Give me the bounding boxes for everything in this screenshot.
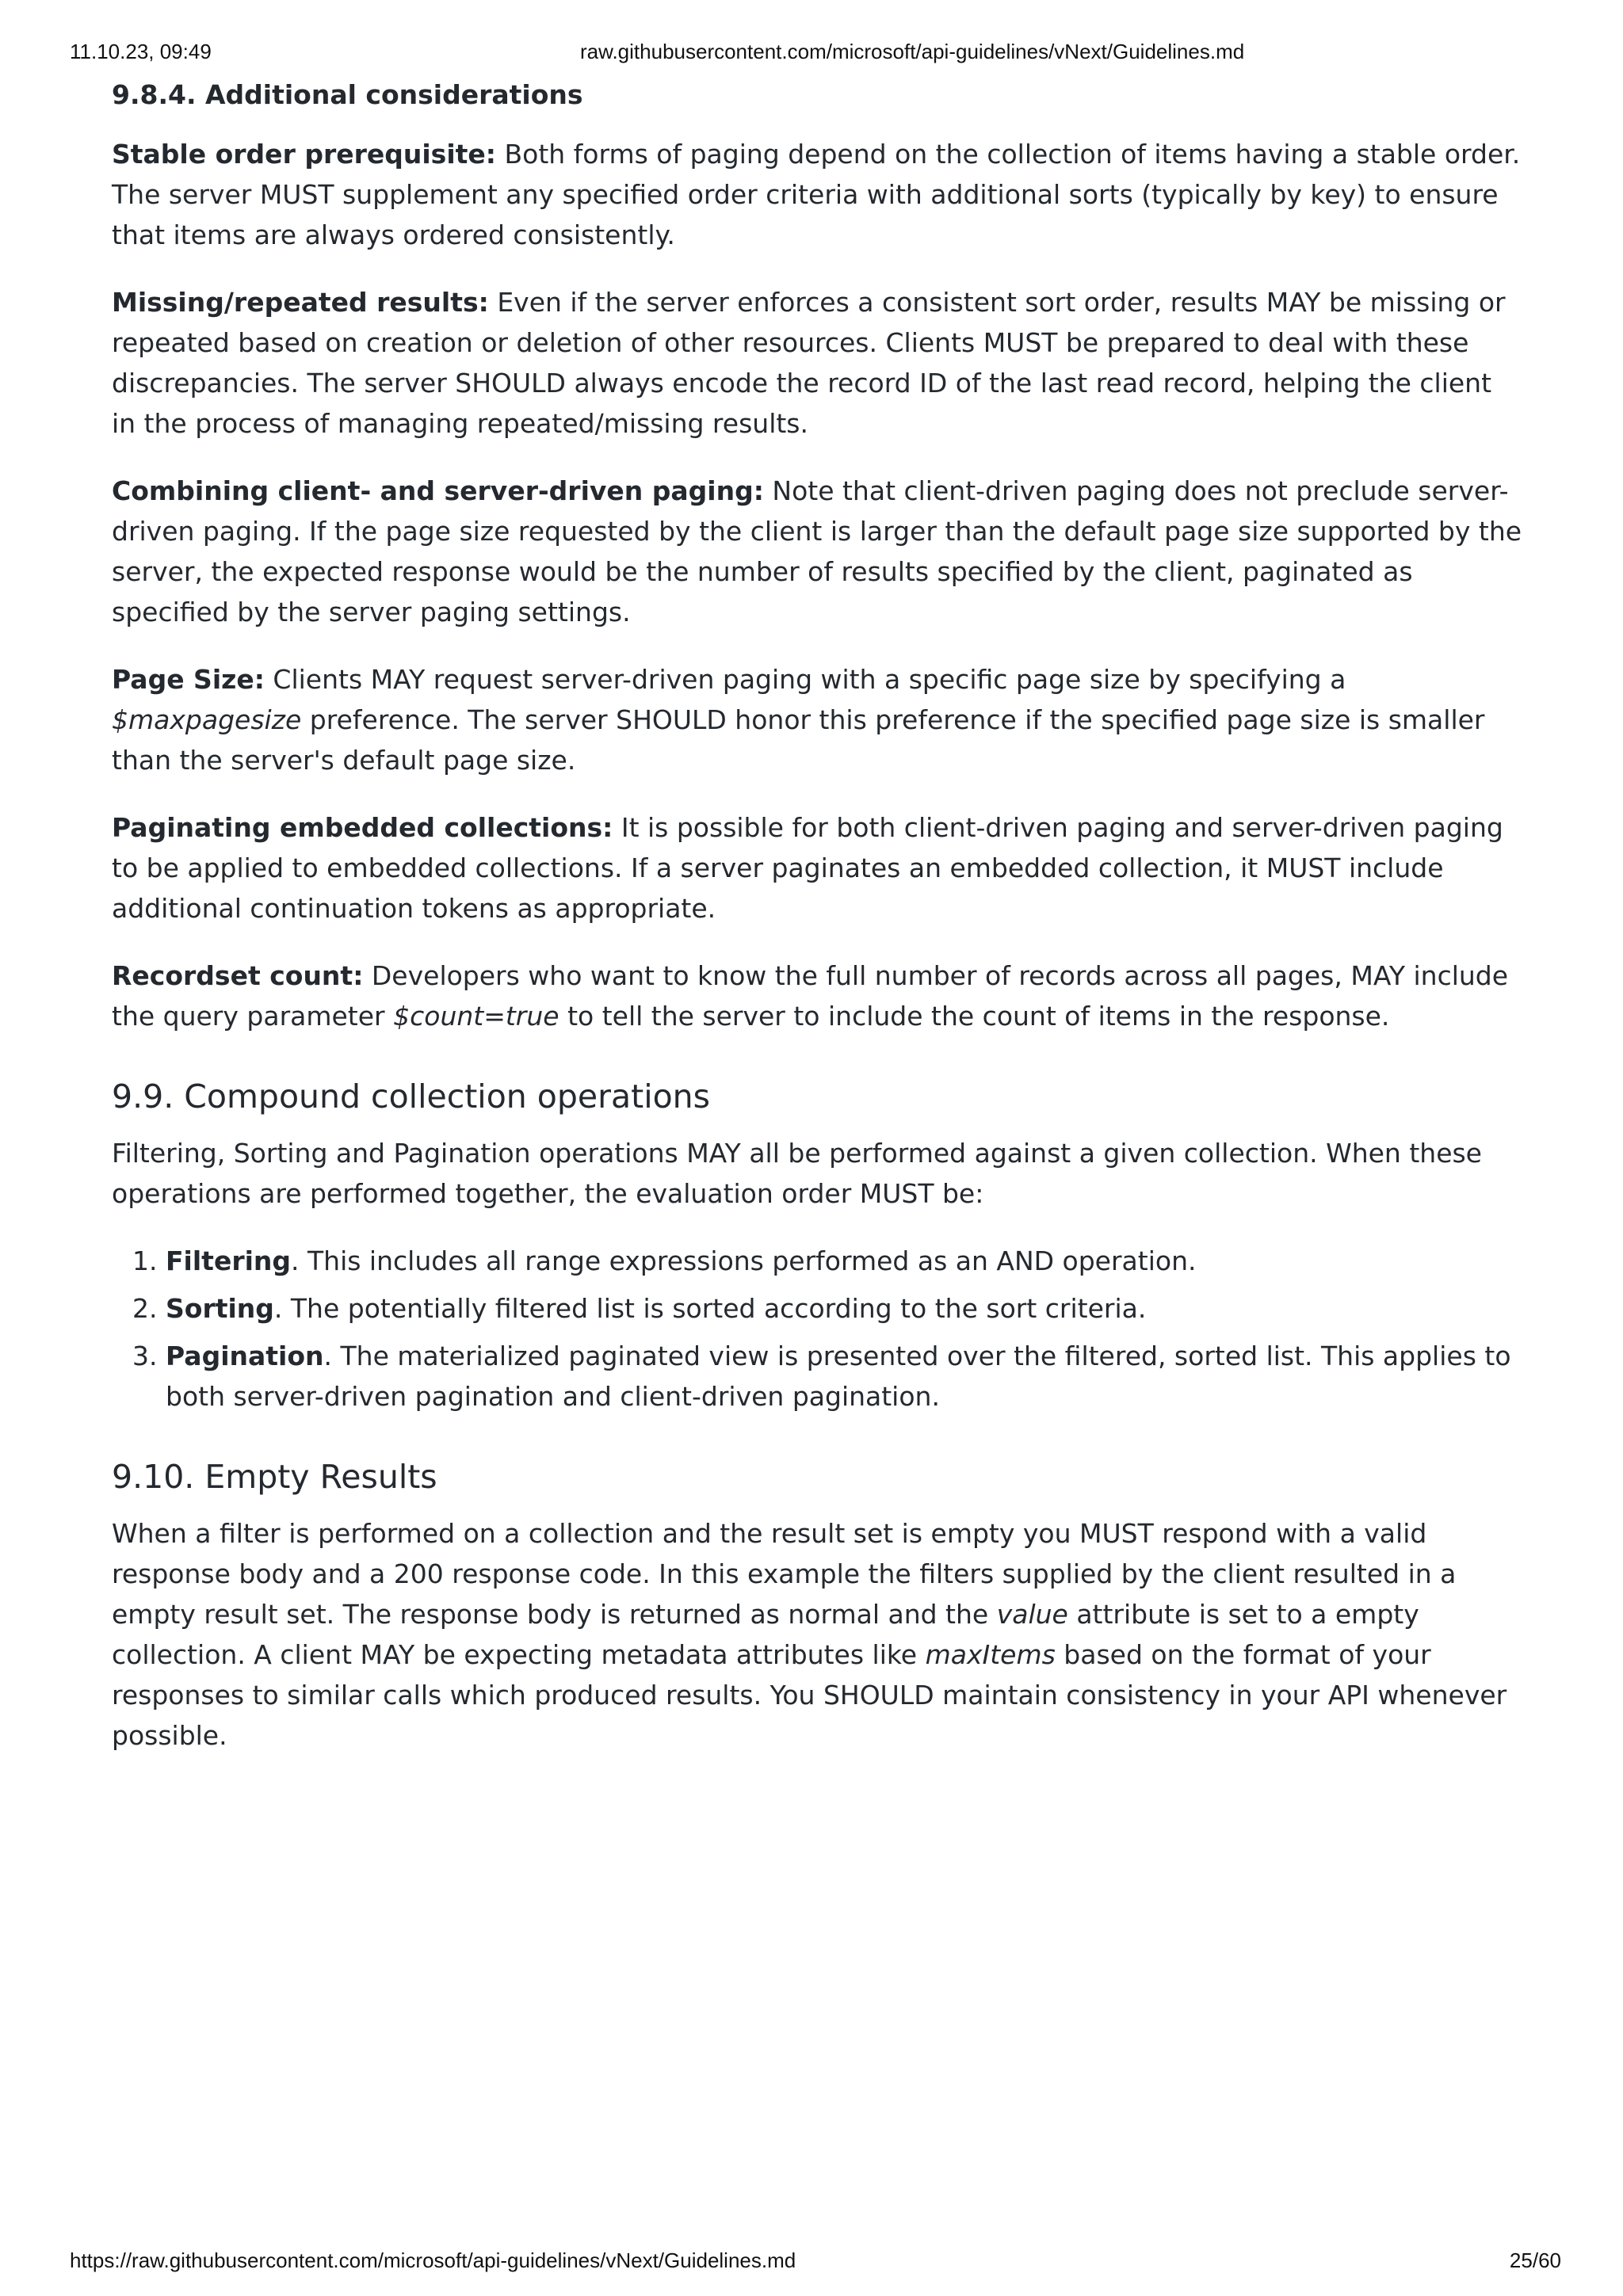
document-body [112,74,1522,1783]
list-item [166,1336,1522,1417]
term-label: Recordset count: [112,960,364,991]
evaluation-order-list [112,1241,1522,1417]
maxitems-term: maxItems [925,1639,1056,1670]
paragraph-combining-paging [112,471,1522,632]
term-label: Missing/repeated results: [112,287,489,318]
paragraph-stable-order [112,134,1522,255]
section-heading-9-8-4: 9.8.4. Additional considerations [112,79,583,110]
paragraph-empty-results [112,1513,1522,1756]
paragraph-text: preference. The server SHOULD honor this preference if the specified page size is smaller than the server's default page size. [112,704,1485,776]
paragraph-text: based on the format of your responses to similar calls which produced results. You SHOULD maintain consistency in your API whenever possible. [112,1639,1507,1751]
paragraph-text: Note that client-driven paging does not preclude server-driven paging. If the page size requested by the client is larger than the default page size supported by the server, the expected response would be the number of results specified by the client, paginated as specified by the server paging settings. [112,475,1522,627]
paragraph-missing-results [112,282,1522,444]
list-item [166,1241,1522,1281]
count-true-term: $count=true [393,1001,559,1032]
paragraph-compound-intro: Filtering, Sorting and Pagination operations MAY all be performed against a given collection. When these operations are performed together, the evaluation order MUST be: [112,1138,1482,1209]
paragraph-text: It is possible for both client-driven paging and server-driven paging to be applied to embedded collections. If a server paginates an embedded collection, it MUST include additional continuation tokens as appropriate. [112,812,1503,924]
list-item-text: . This includes all range expressions performed as an AND operation. [291,1245,1197,1276]
paragraph-embedded-collections [112,807,1522,929]
value-term: value [996,1599,1068,1630]
paragraph-text: When a filter is performed on a collection and the result set is empty you MUST respond with a valid response body and a 200 response code. In this example the filters supplied by the client resulted in a empty result set. The response body is returned as normal and the [112,1518,1457,1630]
print-datetime: 11.10.23, 09:49 [70,40,212,63]
list-item-label: Filtering [166,1245,292,1276]
term-label: Stable order prerequisite: [112,139,496,170]
paragraph-text: to tell the server to include the count of items in the response. [559,1001,1390,1032]
maxpagesize-term: $maxpagesize [112,704,302,735]
print-header-url: raw.githubusercontent.com/microsoft/api-guidelines/vNext/Guidelines.md [580,40,1245,63]
term-label: Paginating embedded collections: [112,812,613,843]
list-item-label: Sorting [166,1293,274,1324]
page-number: 25/60 [1509,2248,1561,2272]
paragraph-page-size [112,659,1522,780]
list-item-text: . The potentially filtered list is sorted according to the sort criteria. [273,1293,1147,1324]
list-item [166,1288,1522,1329]
term-label: Page Size: [112,664,265,695]
paragraph-recordset-count [112,955,1522,1036]
paragraph-text: Developers who want to know the full number of records across all pages, MAY include the query parameter [112,960,1509,1032]
paragraph-text: attribute is set to a empty collection. A client MAY be expecting metadata attributes like [112,1599,1419,1670]
term-label: Combining client- and server-driven paging: [112,475,764,506]
list-item-text: . The materialized paginated view is presented over the filtered, sorted list. This applies to both server-driven pagination and client-driven pagination. [166,1341,1511,1412]
paragraph-text: Clients MAY request server-driven paging with a specific page size by specifying a [264,664,1346,695]
print-footer-url: https://raw.githubusercontent.com/microsoft/api-guidelines/vNext/Guidelines.md [70,2248,796,2272]
section-heading-9-10: 9.10. Empty Results [112,1458,437,1496]
paragraph-text: Even if the server enforces a consistent sort order, results MAY be missing or repeated based on creation or deletion of other resources. Clients MUST be prepared to deal with these discrepancies. The server SHOULD always encode the record ID of the last read record, helping the client in the process of managing repeated/missing results. [112,287,1506,439]
section-heading-9-9: 9.9. Compound collection operations [112,1077,711,1116]
list-item-label: Pagination [166,1341,324,1371]
paragraph-text: Both forms of paging depend on the collection of items having a stable order. The server MUST supplement any specified order criteria with additional sorts (typically by key) to ensure that items are always ordered consistently. [112,139,1521,250]
